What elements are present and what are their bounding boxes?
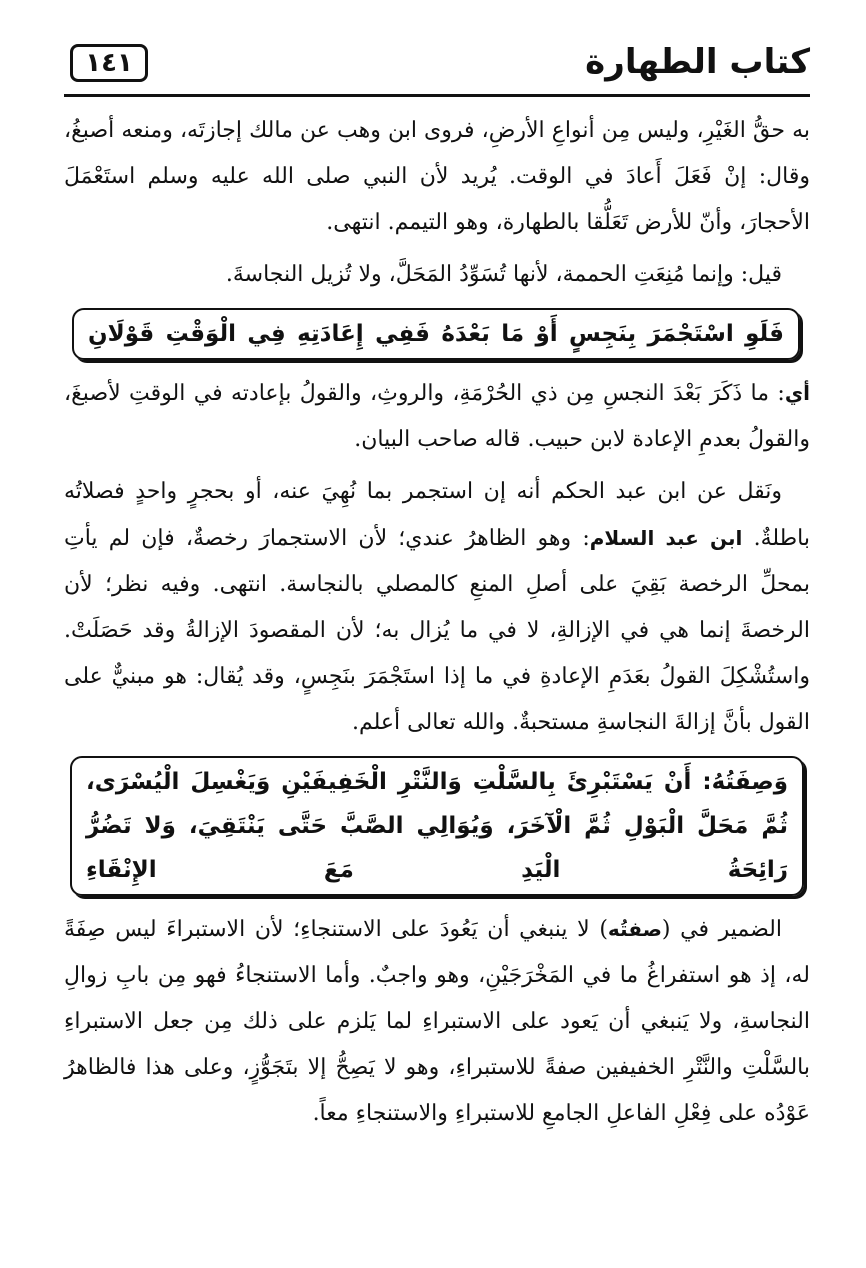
paragraph-4 — [64, 469, 810, 746]
page-content — [64, 108, 810, 1137]
matn-box-2: وَصِفَتُهُ: أَنْ يَسْتَبْرِئَ بِالسَّلْتِ وَالنَّتْرِ الْخَفِيفَيْنِ وَيَغْسِلَ الْيُسْرَى، ثُمَّ مَحَلَّ الْبَوْلِ ثُمَّ الْآخَرَ، وَيُوَالِي الصَّبَّ حَتَّى يَنْتَقِيَ، وَلا تَضُرُّ رَائِحَةُ الْيَدِ مَعَ الإِنْقَاءِ — [70, 756, 804, 896]
paragraph-4-text-a: ونَقل عن ابن عبد الحكم أنه إن استجمر بما نُهِيَ عنه، أو بحجرٍ واحدٍ فصلاتُه باطلةٌ. — [64, 479, 810, 551]
paragraph-5-text-b: ) لا ينبغي أن يَعُودَ على الاستنجاءِ؛ لأن الاستبراءَ ليس صِفَةً له، إذ هو استفراغُ ما في المَخْرَجَيْنِ، وهو واجبٌ. وأما الاستنجاءُ فهو مِن بابِ زوالِ النجاسةِ، ولا يَنبغي أن يَعود على الاستبراءِ لما يَلزم على ذلك مِن جعل الاستبراءِ بالسَّلْتِ والنَّتْرِ الخفيفين صفةً للاستبراءِ، وهو لا يَصِحُّ إلا بتَجَوُّزٍ، وعلى هذا فالظاهرُ عَوْدُه على فِعْلِ الفاعلِ الجامعِ للاستبراءِ والاستنجاءِ معاً. — [64, 917, 810, 1126]
paragraph-3-text: : ما ذَكَرَ بَعْدَ النجسِ مِن ذي الحُرْمَةِ، والروثِ، والقولُ بإعادته في الوقتِ لأصبغَ، والقولُ بعدمِ الإعادة لابن حبيب. قاله صاحب البيان. — [64, 381, 810, 452]
paragraph-4-text-b: : وهو الظاهرُ عندي؛ لأن الاستجمارَ رخصةٌ، فإن لم يأتِ بمحلِّ الرخصة بَقِيَ على أصلِ المنعِ كالمصلي بالنجاسة. انتهى. وفيه نظر؛ لأن الرخصةَ إنما هي في الإزالةِ، لا في ما يُزال به؛ لأن المقصودَ الإزالةُ وقد حَصَلَتْ. واستُشْكِلَ القولُ بعَدَمِ الإعادةِ في ما إذا استَجْمَرَ بنَجِسٍ، وقد يُقال: هو مبنيٌّ على القول بأنَّ إزالةَ النجاسةِ مستحبةٌ. والله تعالى أعلم. — [64, 526, 810, 735]
paragraph-3 — [64, 370, 810, 463]
paragraph-2-text: قيل: وإنما مُنِعَتِ الحممة، لأنها تُسَوِّدُ المَحَلَّ، ولا تُزيل النجاسةَ. — [225, 262, 782, 287]
book-title: كتاب الطهارة — [585, 42, 810, 82]
paragraph-3-lead: أي — [784, 381, 810, 405]
page-header — [64, 38, 810, 97]
page-number: ١٤١ — [70, 44, 148, 82]
paragraph-2 — [64, 252, 810, 298]
paragraph-5 — [64, 906, 810, 1137]
matn-box-1: فَلَوِ اسْتَجْمَرَ بِنَجِسٍ أَوْ مَا بَعْدَهُ فَفِي إِعَادَتِهِ فِي الْوَقْتِ قَوْلَانِ — [72, 308, 800, 360]
paragraph-1: به حقُّ الغَيْرِ، وليس مِن أنواعِ الأرضِ، فروى ابن وهب عن مالك إجازتَه، ومنعه أصبغُ، وقال: إنْ فَعَلَ أَعادَ في الوقت. يُريد لأن النبي صلى الله عليه وسلم استَعْمَلَ الأحجارَ، وأنّ للأرض تَعَلُّقا بالطهارة، وهو التيمم. انتهى. — [64, 118, 810, 235]
paragraph-4-term: ابن عبد السلام — [589, 526, 743, 550]
paragraph-5-text-a: الضمير في ( — [661, 917, 782, 942]
paragraph-5-term: صفتُه — [607, 917, 662, 941]
